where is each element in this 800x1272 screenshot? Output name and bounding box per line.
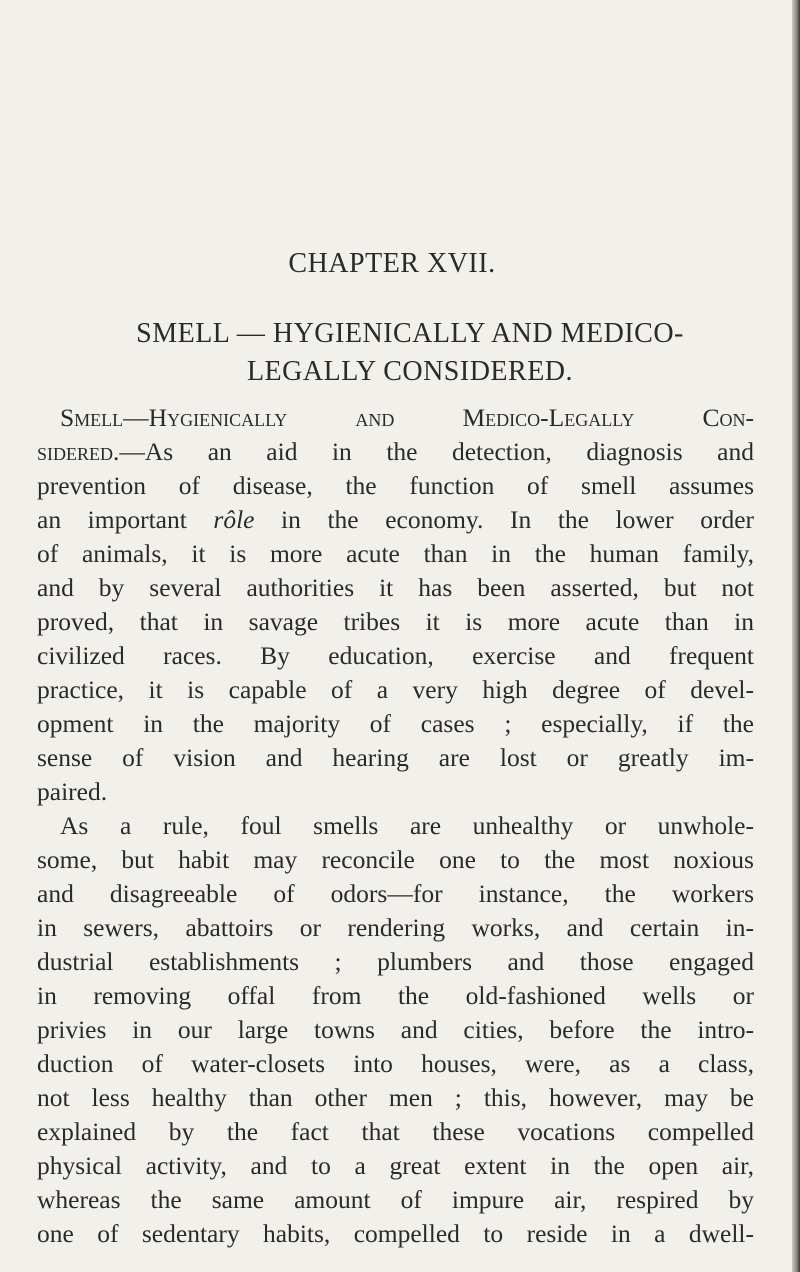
text-line: in sewers, abattoirs or rendering works, and certain in- [37,913,754,942]
text-line: in removing offal from the old-fashioned wells or [37,981,754,1010]
run-in-heading-end: sidered. [37,437,120,466]
text-line: duction of water-closets into houses, were, as a class, [37,1049,754,1078]
section-title-line-2: LEGALLY CONSIDERED. [246,356,574,387]
text-line: physical activity, and to a great extent in the open air, [37,1151,754,1180]
text-line: proved, that in savage tribes it is more acute than in [37,607,754,636]
text-line: As a rule, foul smells are unhealthy or unwhole- [60,811,754,840]
text-line: of animals, it is more acute than in the human family, [37,539,754,568]
text-line: prevention of disease, the function of smell assumes [37,471,754,500]
text-line: practice, it is capable of a very high degree of devel- [37,675,754,704]
chapter-title: CHAPTER XVII. [288,248,496,279]
text-line [37,401,754,435]
text-line: privies in our large towns and cities, before the intro- [37,1015,754,1044]
text-line: civilized races. By education, exercise and frequent [37,641,754,670]
text-line: not less healthy than other men ; this, however, may be [37,1083,754,1112]
body-text [37,401,754,1251]
text-line: opment in the majority of cases ; especially, if the [37,709,754,738]
text-line: dustrial establishments ; plumbers and those engaged [37,947,754,976]
run-in-heading: Smell—Hygienically and Medico-Legally Con- [60,403,754,432]
text-line: paired. [37,777,108,806]
section-title [60,315,760,391]
text-line: sidered.—As an aid in the detection, diagnosis and [37,437,754,466]
text-line: and by several authorities it has been asserted, but not [37,573,754,602]
emphasis: rôle [213,505,255,534]
text-line: one of sedentary habits, compelled to reside in a dwell- [37,1219,754,1248]
section-title-line-1: SMELL — HYGIENICALLY AND MEDICO- [136,318,684,349]
text-line: an important rôle in the economy. In the lower order [37,505,754,534]
text-line: some, but habit may reconcile one to the most noxious [37,845,754,874]
text-line: explained by the fact that these vocations compelled [37,1117,754,1146]
text-line: sense of vision and hearing are lost or greatly im- [37,743,754,772]
text-line: and disagreeable of odors—for instance, the workers [37,879,754,908]
page-edge-shadow [792,0,800,1272]
text-line: whereas the same amount of impure air, respired by [37,1185,754,1214]
